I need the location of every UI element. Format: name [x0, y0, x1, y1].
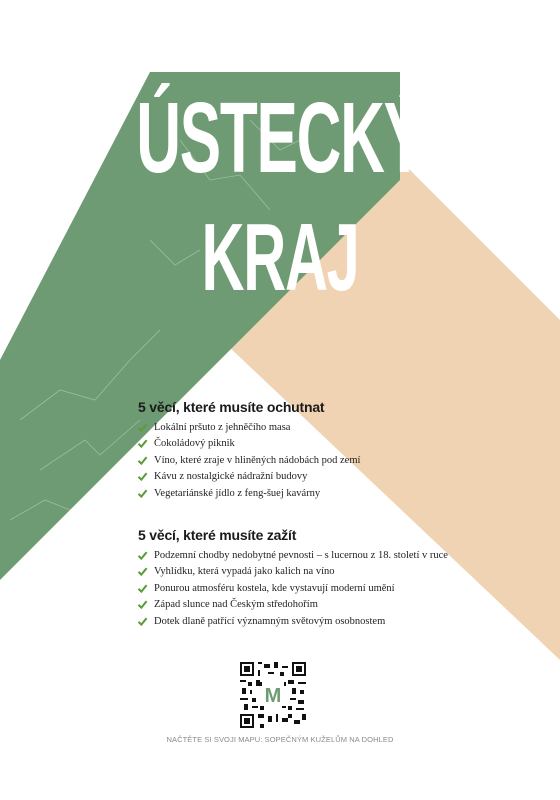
- list-item: [138, 485, 538, 502]
- experience-list: [138, 547, 538, 630]
- svg-text:M: M: [264, 685, 282, 707]
- title-line-1: ÚSTECKÝ: [136, 82, 424, 194]
- list-item: [138, 580, 538, 597]
- list-item: [138, 436, 538, 453]
- list-item: [138, 613, 538, 630]
- taste-heading: 5 věcí, které musíte ochutnat: [138, 399, 325, 415]
- list-item-label: Ponurou atmosféru kostela, kde vystavují moderní umění: [154, 582, 395, 594]
- title-line-2: KRAJ: [201, 204, 359, 311]
- checkmark-icon: [136, 454, 148, 466]
- list-item-label: Víno, které zraje v hliněných nádobách pod zemí: [154, 454, 361, 466]
- qr-code-icon[interactable]: [240, 662, 306, 728]
- list-item-label: Lokální pršuto z jehněčího masa: [154, 421, 291, 433]
- list-item-label: Vegetariánské jídlo z feng-šuej kavárny: [154, 487, 321, 499]
- checkmark-icon: [136, 615, 148, 627]
- checkmark-icon: [136, 582, 148, 594]
- qr-caption: NAČTĚTE SI SVOJI MAPU: SOPEČNÝM KUŽELŮM NA DOHLED: [166, 735, 394, 744]
- checkmark-icon: [136, 438, 148, 450]
- experience-heading: 5 věcí, které musíte zažít: [138, 527, 297, 543]
- list-item-label: Dotek dlaně patřící významným světovým osobnostem: [154, 615, 386, 627]
- list-item: [138, 564, 538, 581]
- taste-section: [138, 399, 538, 502]
- list-item: [138, 547, 538, 564]
- checkmark-icon: [136, 471, 148, 483]
- list-item-label: Vyhlídku, která vypadá jako kalich na víno: [154, 566, 335, 578]
- taste-list: [138, 419, 538, 502]
- checkmark-icon: [136, 487, 148, 499]
- list-item: [138, 419, 538, 436]
- list-item-label: Podzemní chodby nedobytné pevnosti – s lucernou z 18. století v ruce: [154, 549, 448, 561]
- list-item-label: Západ slunce nad Českým středohořím: [154, 599, 318, 611]
- checkmark-icon: [136, 599, 148, 611]
- checkmark-icon: [136, 421, 148, 433]
- checkmark-icon: [136, 566, 148, 578]
- experience-section: [138, 527, 538, 630]
- list-item-label: Čokoládový piknik: [154, 438, 235, 450]
- list-item: [138, 469, 538, 486]
- list-item: [138, 597, 538, 614]
- checkmark-icon: [136, 549, 148, 561]
- list-item: [138, 452, 538, 469]
- list-item-label: Kávu z nostalgické nádražní budovy: [154, 471, 308, 483]
